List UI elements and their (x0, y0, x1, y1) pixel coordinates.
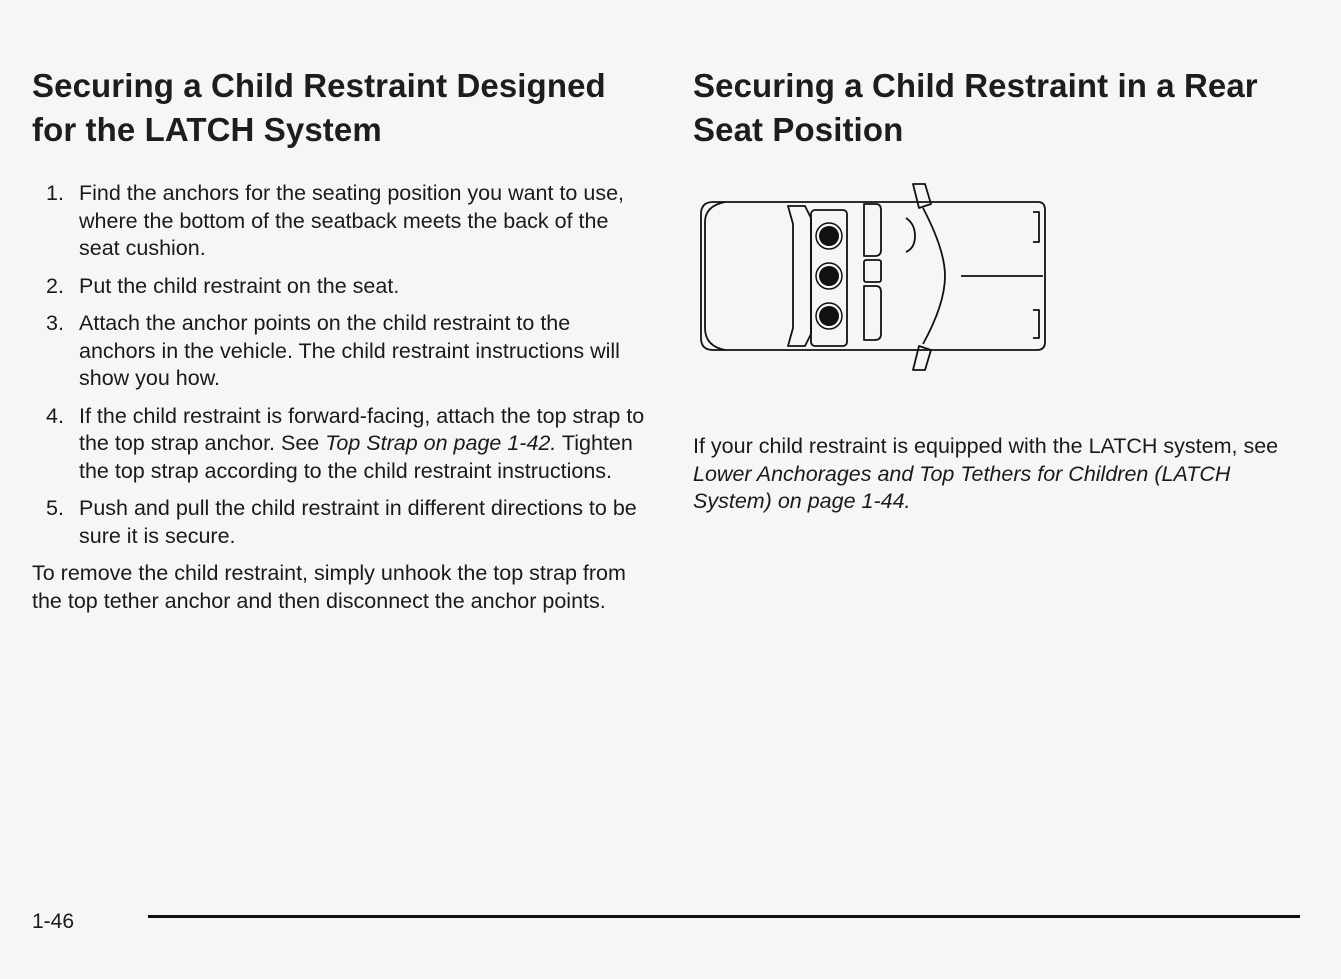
step-text: Put the child restraint on the seat. (79, 273, 400, 298)
cross-reference-latch: Lower Anchorages and Top Tethers for Children (LATCH System) on page 1-44. (693, 461, 1231, 513)
step-text: Find the anchors for the seating position you want to use, where the bottom of the seatback meets the back of the seat cushion. (79, 181, 624, 260)
mirror-top (913, 184, 931, 208)
anchor-marker-bottom (819, 306, 839, 326)
section-title-rear-seat: Securing a Child Restraint in a Rear Seat Position (693, 67, 1258, 148)
rear-bumper-line (705, 202, 725, 350)
page-number: 1-46 (32, 910, 75, 933)
front-seat-right (864, 286, 881, 340)
step-text: Push and pull the child restraint in different directions to be sure it is secure. (79, 496, 637, 548)
anchor-marker-top (819, 226, 839, 246)
steering-wheel (906, 218, 915, 252)
paragraph-text: If your child restraint is equipped with the LATCH system, see (693, 434, 1279, 458)
windshield (923, 208, 945, 344)
step-number: 1. (46, 181, 64, 205)
center-console (864, 260, 881, 282)
front-edge-bottom (1033, 310, 1039, 338)
step-item (32, 403, 652, 486)
step-text: Tighten the top strap according to the child restraint instructions. (79, 431, 633, 483)
step-number: 2. (46, 273, 64, 298)
step-item (32, 273, 652, 301)
step-text: If the child restraint is forward-facing, attach the top strap to the top strap anchor. See (79, 403, 645, 455)
footer-rule (148, 915, 1300, 918)
step-item (32, 180, 652, 263)
rear-seatback (788, 206, 811, 346)
step-number: 4. (46, 403, 64, 428)
step-text: Attach the anchor points on the child restraint to the anchors in the vehicle. The child restraint instructions will show you how. (79, 311, 620, 390)
steps-list (32, 180, 652, 550)
right-column (693, 64, 1308, 516)
step-item (32, 495, 652, 550)
step-number: 5. (46, 496, 64, 520)
vehicle-seating-diagram (693, 178, 1053, 378)
anchor-marker-middle (819, 266, 839, 286)
front-edge-top (1033, 212, 1039, 242)
front-seat-left (864, 204, 881, 256)
step-number: 3. (46, 311, 64, 335)
left-column (32, 64, 652, 615)
step-item (32, 310, 652, 393)
cross-reference-top-strap: Top Strap on page 1-42. (325, 431, 557, 455)
closing-paragraph: To remove the child restraint, simply unhook the top strap from the top tether anchor and then disconnect the anchor points. (32, 561, 626, 613)
latch-reference-paragraph (693, 433, 1308, 516)
section-title-latch: Securing a Child Restraint Designed for the LATCH System (32, 67, 606, 148)
